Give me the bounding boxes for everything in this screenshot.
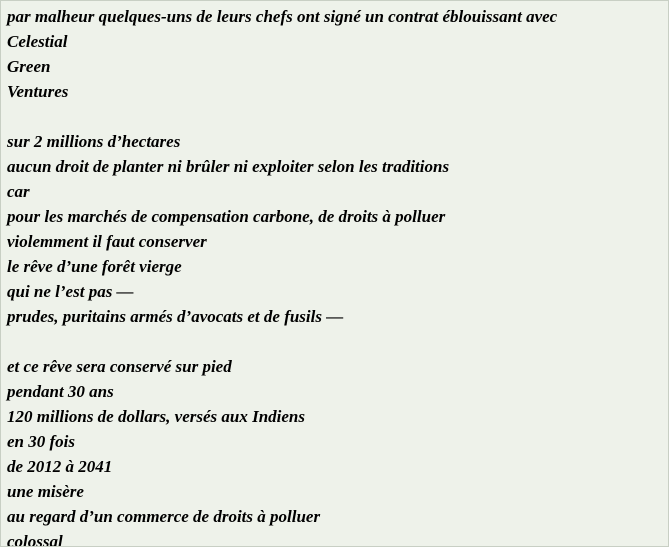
poem-line: le rêve d’une forêt vierge (7, 257, 182, 276)
poem-line: pendant 30 ans (7, 382, 114, 401)
poem-line: sur 2 millions d’hectares (7, 132, 181, 151)
poem-line: colossal (7, 532, 63, 547)
poem-line: Green (7, 57, 51, 76)
poem-line: violemment il faut conserver (7, 232, 207, 251)
poem-line: par malheur quelques-uns de leurs chefs ont signé un contrat éblouissant avec (7, 7, 558, 26)
poem-line: qui ne l’est pas — (7, 282, 134, 301)
poem-line: Ventures (7, 82, 69, 101)
blank-line (7, 104, 557, 129)
poem-line: car (7, 182, 30, 201)
poem-line: au regard d’un commerce de droits à polluer (7, 507, 321, 526)
poem-line: 120 millions de dollars, versés aux Indiens (7, 407, 306, 426)
poem-text (7, 4, 557, 547)
poem-line: prudes, puritains armés d’avocats et de fusils — (7, 307, 344, 326)
poem-line: Celestial (7, 32, 68, 51)
poem-line: et ce rêve sera conservé sur pied (7, 357, 232, 376)
blank-line (7, 329, 557, 354)
poem-line: aucun droit de planter ni brûler ni exploiter selon les traditions (7, 157, 450, 176)
poem-line: de 2012 à 2041 (7, 457, 113, 476)
poem-line: une misère (7, 482, 84, 501)
poem-line: pour les marchés de compensation carbone, de droits à polluer (7, 207, 446, 226)
poem-line: en 30 fois (7, 432, 75, 451)
